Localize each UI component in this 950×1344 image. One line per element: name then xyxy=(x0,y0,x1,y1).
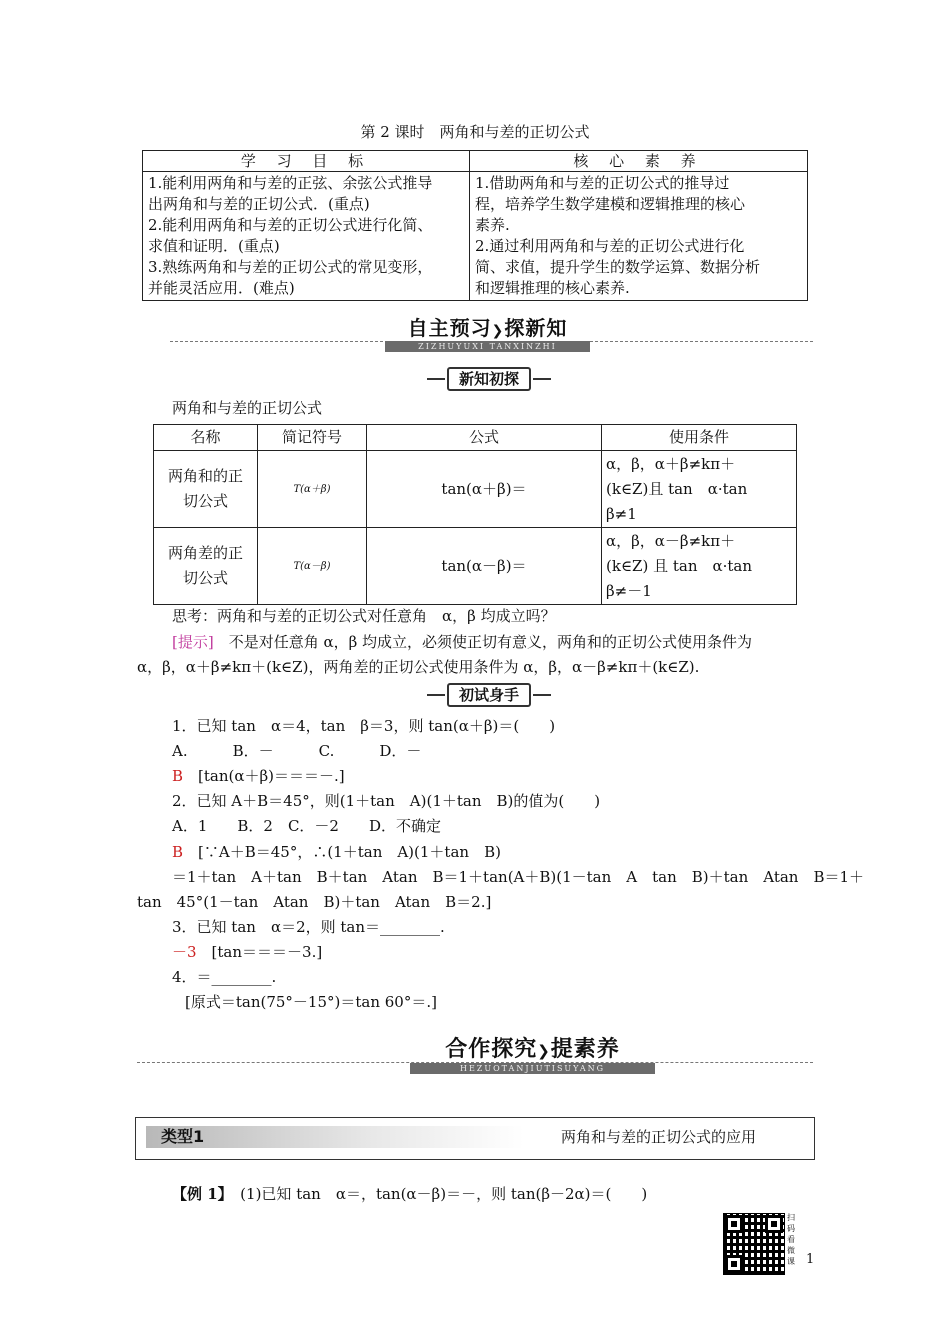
qr-corner xyxy=(765,1215,783,1233)
qr-code-icon[interactable] xyxy=(723,1213,785,1275)
col-header: 使用条件 xyxy=(602,425,797,451)
cond-line: β≠1 xyxy=(606,504,637,523)
example-1 xyxy=(172,1184,647,1204)
formula-table xyxy=(153,424,797,605)
table-cell-condition xyxy=(602,451,797,528)
goals-left-line: 3.熟练两角和与差的正切公式的常见变形， xyxy=(148,258,433,276)
question-1-options: A. B．－ C. D．－ xyxy=(172,742,422,760)
goals-right-line: 程，培养学生数学建模和逻辑推理的核心 xyxy=(475,195,746,213)
answer-4: [原式＝tan(75°－15°)＝tan 60°＝.] xyxy=(185,993,437,1011)
table-cell-formula: tan(α－β)＝ xyxy=(367,528,602,605)
hint-text: 不是对任意角 α，β 均成立，必须使正切有意义，两角和的正切公式使用条件为 xyxy=(213,633,753,651)
col-header: 简记符号 xyxy=(258,425,367,451)
goals-right-line: 简、求值，提升学生的数学运算、数据分析 xyxy=(475,258,761,276)
type-topic: 两角和与差的正切公式的应用 xyxy=(561,1128,757,1146)
subsection-pill-try: 初试身手 xyxy=(447,683,531,707)
example-text: (1)已知 tan α＝，tan(α－β)＝－，则 tan(β－2α)＝( ) xyxy=(225,1185,648,1203)
goals-right-line: 1.借助两角和与差的正切公式的推导过 xyxy=(475,174,730,192)
col-header: 名称 xyxy=(154,425,258,451)
table-cell-formula: tan(α＋β)＝ xyxy=(367,451,602,528)
goals-left-line: 并能灵活应用．(难点) xyxy=(148,279,295,297)
qr-caption: 扫码看微课 xyxy=(787,1213,795,1266)
table-cell-symbol: T(α－β) xyxy=(258,528,367,605)
table-cell-condition xyxy=(602,528,797,605)
answer-value: －3 xyxy=(172,943,197,961)
name-line: 两角和的正 xyxy=(167,467,243,485)
question-1: 1．已知 tan α＝4，tan β＝3，则 tan(α＋β)＝( ) xyxy=(172,717,556,735)
type-label: 类型1 xyxy=(161,1127,205,1146)
hint-line-1 xyxy=(172,632,752,652)
goals-left-cell xyxy=(143,172,470,301)
qr-corner xyxy=(725,1255,743,1273)
cond-line: (k∈Z) 且 tan α·tan xyxy=(606,556,753,575)
hint-tag: [提示] xyxy=(172,633,214,651)
answer-text: [tan＝＝＝－3.] xyxy=(196,943,323,961)
answer-2-line-2: ＝1＋tan A＋tan B＋tan Atan B＝1＋tan(A＋B)(1－tan A tan B)＋tan Atan B＝1＋ xyxy=(172,868,865,886)
question-3: 3．已知 tan α＝2，则 tan＝________. xyxy=(172,918,445,936)
cond-line: α，β，α－β≠kπ＋ xyxy=(606,531,736,550)
question-2-options: A．1 B．2 C．－2 D．不确定 xyxy=(172,817,441,835)
goals-header-right: 核 心 素 养 xyxy=(470,151,808,172)
goals-table xyxy=(142,150,808,301)
answer-text: [∵A＋B＝45°，∴(1＋tan A)(1＋tan B) xyxy=(183,843,501,861)
cond-line: β≠－1 xyxy=(606,581,652,600)
question-2: 2．已知 A＋B＝45°，则(1＋tan A)(1＋tan B)的值为( ) xyxy=(172,792,601,810)
page-number: 1 xyxy=(806,1252,815,1267)
example-tag: 【例 1】 xyxy=(172,1185,226,1203)
cond-line: (k∈Z)且 tan α·tan xyxy=(606,479,748,498)
subsection-pill-new-knowledge: 新知初探 xyxy=(447,367,531,391)
answer-2 xyxy=(172,842,501,862)
goals-header-left: 学 习 目 标 xyxy=(143,151,470,172)
goals-left-line: 1.能利用两角和与差的正弦、余弦公式推导 xyxy=(148,174,433,192)
chevron-right-icon: ❯ xyxy=(491,323,505,339)
section-title-2: 探新知 xyxy=(504,316,568,340)
section-banner-preview xyxy=(385,312,590,352)
answer-letter: B xyxy=(172,767,184,785)
section-banner-explore xyxy=(410,1032,655,1074)
goals-right-cell xyxy=(470,172,808,301)
goals-left-line: 2.能利用两角和与差的正切公式进行化简、 xyxy=(148,216,433,234)
page-title: 第 2 课时 两角和与差的正切公式 xyxy=(360,123,590,141)
type-box xyxy=(135,1117,815,1160)
section-title: 合作探究 xyxy=(445,1037,538,1062)
question-4: 4．＝________. xyxy=(172,968,277,986)
name-line: 两角差的正 xyxy=(167,544,243,562)
table-cell-name xyxy=(154,528,258,605)
qr-corner xyxy=(725,1215,743,1233)
answer-letter: B xyxy=(172,843,184,861)
section-title: 自主预习 xyxy=(407,316,492,340)
hint-line-2: α，β，α＋β≠kπ＋(k∈Z)，两角差的正切公式使用条件为 α，β，α－β≠kπ＋(k∈Z). xyxy=(137,658,700,676)
name-line: 切公式 xyxy=(182,492,228,510)
section-title-2: 提素养 xyxy=(550,1037,620,1062)
goals-left-line: 出两角和与差的正切公式．(重点) xyxy=(148,195,370,213)
goals-right-line: 和逻辑推理的核心素养. xyxy=(475,279,630,297)
answer-1 xyxy=(172,766,345,786)
answer-2-line-3: tan 45°(1－tan Atan B)＋tan Atan B＝2.] xyxy=(137,893,492,911)
chevron-right-icon: ❯ xyxy=(537,1042,551,1060)
table-cell-symbol: T(α＋β) xyxy=(258,451,367,528)
goals-right-line: 素养. xyxy=(475,216,510,234)
col-header: 公式 xyxy=(367,425,602,451)
cond-line: α，β，α＋β≠kπ＋ xyxy=(606,454,736,473)
section-pinyin: HEZUOTANJIUTISUYANG xyxy=(410,1063,655,1074)
section-pinyin: ZIZHUYUXI TANXINZHI xyxy=(385,341,590,352)
answer-text: [tan(α＋β)＝＝＝－.] xyxy=(183,767,345,785)
table-cell-name xyxy=(154,451,258,528)
name-line: 切公式 xyxy=(182,569,228,587)
goals-right-line: 2.通过利用两角和与差的正切公式进行化 xyxy=(475,237,745,255)
answer-3 xyxy=(172,942,322,962)
think-question: 思考：两角和与差的正切公式对任意角 α，β 均成立吗？ xyxy=(172,607,556,625)
goals-left-line: 求值和证明．(重点) xyxy=(148,237,280,255)
formula-heading: 两角和与差的正切公式 xyxy=(172,399,323,417)
